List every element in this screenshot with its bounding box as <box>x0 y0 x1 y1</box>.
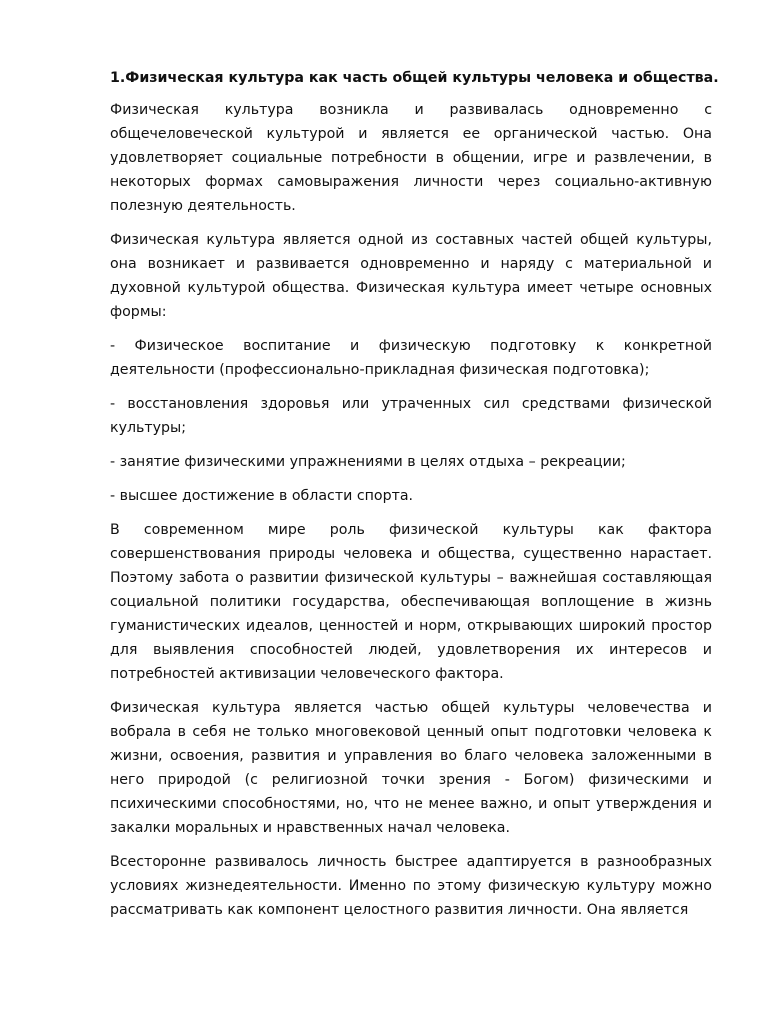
paragraph-3: В современном мире роль физической культуры как фактора совершенствования природы человека и общества, существенно нарастает. Поэтому забота о развитии физической культуры – важнейшая составляющая социальной политики государства, обеспечивающая воплощение в жизнь гуманистических идеалов, ценностей и норм, открывающих широкий простор для выявления способностей людей, удовлетворения их интересов и потребностей активизации человеческого фактора. <box>110 522 712 682</box>
paragraph-2: Физическая культура является одной из составных частей общей культуры, она возникает и развивается одновременно и наряду с материальной и духовной культурой общества. Физическая культура имеет четыре основных формы: <box>110 232 712 320</box>
document-page <box>110 66 719 932</box>
list-item-2: - восстановления здоровья или утраченных сил средствами физической культуры; <box>110 396 712 436</box>
paragraph-1: Физическая культура возникла и развивалась одновременно с общечеловеческой культурой и является ее органической частью. Она удовлетворяет социальные потребности в общении, игре и развлечении, в некоторых формах самовыражения личности через социально-активную полезную деятельность. <box>110 102 712 214</box>
paragraph-5: Всесторонне развивалось личность быстрее адаптируется в разнообразных условиях жизнедеятельности. Именно по этому физическую культуру можно рассматривать как компонент целостного развития личности. Она является <box>110 854 712 918</box>
paragraph-4: Физическая культура является частью общей культуры человечества и вобрала в себя не только многовековой ценный опыт подготовки человека к жизни, освоения, развития и управления во благо человека заложенными в него природой (с религиозной точки зрения - Богом) физическими и психическими способностями, но, что не менее важно, и опыт утверждения и закалки моральных и нравственных начал человека. <box>110 700 712 836</box>
document-title: 1.Физическая культура как часть общей культуры человека и общества. <box>110 70 719 86</box>
list-item-4: - высшее достижение в области спорта. <box>110 488 414 504</box>
list-item-1: - Физическое воспитание и физическую подготовку к конкретной деятельности (профессионально-прикладная физическая подготовка); <box>110 338 712 378</box>
list-item-3: - занятие физическими упражнениями в целях отдыха – рекреации; <box>110 454 626 470</box>
